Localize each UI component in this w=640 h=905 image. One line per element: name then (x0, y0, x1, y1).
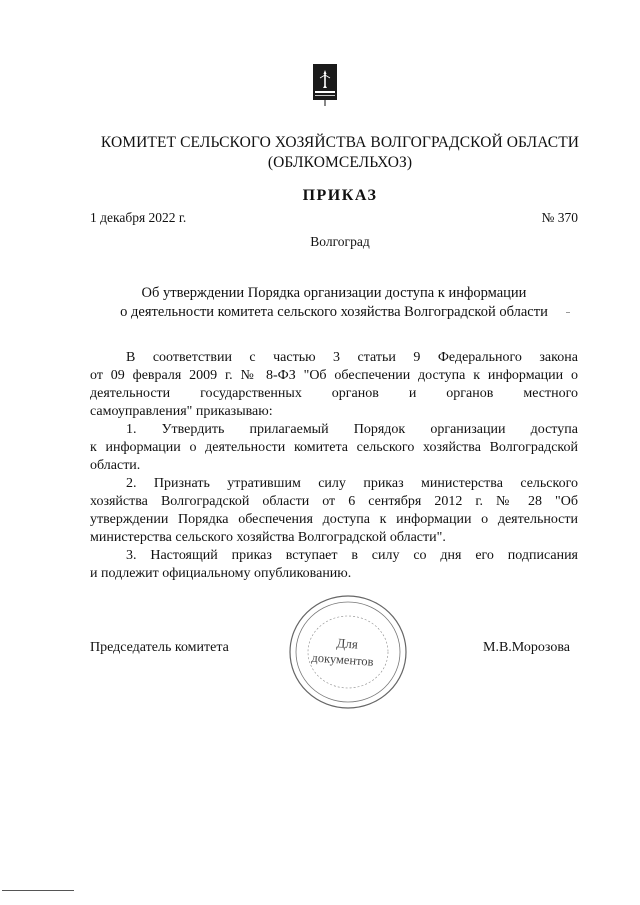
document-body (90, 349, 578, 583)
word: деятельности (90, 386, 171, 401)
word: Порядок (353, 422, 406, 437)
document-subject (90, 284, 578, 322)
word: доступа (530, 422, 578, 437)
footer-rule (2, 890, 74, 891)
word: местного (523, 386, 578, 401)
signer-title: Председатель комитета (90, 640, 229, 655)
word: Утвердить (161, 422, 225, 437)
word: организации (430, 422, 506, 437)
stamp-seal (286, 592, 410, 712)
word: органов (331, 386, 379, 401)
word: В (126, 350, 136, 365)
line-text: от 09 февраля 2009 г. № 8-ФЗ "Об обеспечении доступа к информации о (90, 368, 578, 383)
item-line: утверждении Порядка обеспечения доступа к информации о деятельности (90, 512, 578, 527)
paragraph-line (90, 349, 578, 367)
subject-line: о деятельности комитета сельского хозяйства Волгоградской области (120, 304, 548, 320)
item-line: 3. Настоящий приказ вступает в силу со дня его подписания (126, 548, 578, 563)
word: 1. (126, 422, 137, 437)
document-date: 1 декабря 2022 г. (90, 210, 187, 225)
stamp-text: Для (336, 635, 359, 652)
subject-line: Об утверждении Порядка организации доступа к информации (141, 285, 527, 301)
item-line: министерства сельского хозяйства Волгоградской области". (90, 530, 446, 545)
word: соответствии (152, 350, 232, 365)
word: Федерального (437, 350, 522, 365)
document-type: ПРИКАЗ (302, 187, 378, 204)
paragraph-line (90, 385, 578, 403)
word: закона (539, 350, 578, 365)
document-number: № 370 (541, 210, 578, 225)
paragraph-line (90, 367, 578, 385)
item-line: к информации о деятельности комитета сельского хозяйства Волгоградской (90, 440, 578, 455)
item-line: 2. Признать утратившим силу приказ министерства сельского (126, 476, 578, 491)
item-line: и подлежит официальному опубликованию. (90, 566, 352, 581)
word: прилагаемый (249, 422, 329, 437)
word: государственных (200, 386, 302, 401)
signer-name: М.В.Морозова (483, 640, 570, 655)
paragraph-line: самоуправления" приказываю: (90, 404, 273, 419)
word: частью (273, 350, 316, 365)
item-line: области. (90, 458, 141, 473)
margin-mark (566, 312, 570, 313)
stamp-text: документов (311, 650, 375, 669)
organization-name: КОМИТЕТ СЕЛЬСКОГО ХОЗЯЙСТВА ВОЛГОГРАДСКОЙ ОБЛАСТИ (100, 134, 580, 151)
word: 3 (333, 350, 341, 365)
organization-abbreviation: (ОБЛКОМСЕЛЬХОЗ) (267, 154, 413, 171)
word: статьи (357, 350, 396, 365)
document-city: Волгоград (310, 234, 370, 249)
word: и (408, 386, 417, 401)
word: с (249, 350, 256, 365)
word: 9 (413, 350, 421, 365)
item-line (90, 421, 578, 439)
coat-of-arms-icon (313, 64, 337, 106)
word: органов (446, 386, 494, 401)
item-line: хозяйства Волгоградской области от 6 сентября 2012 г. № 28 "Об (90, 494, 578, 509)
